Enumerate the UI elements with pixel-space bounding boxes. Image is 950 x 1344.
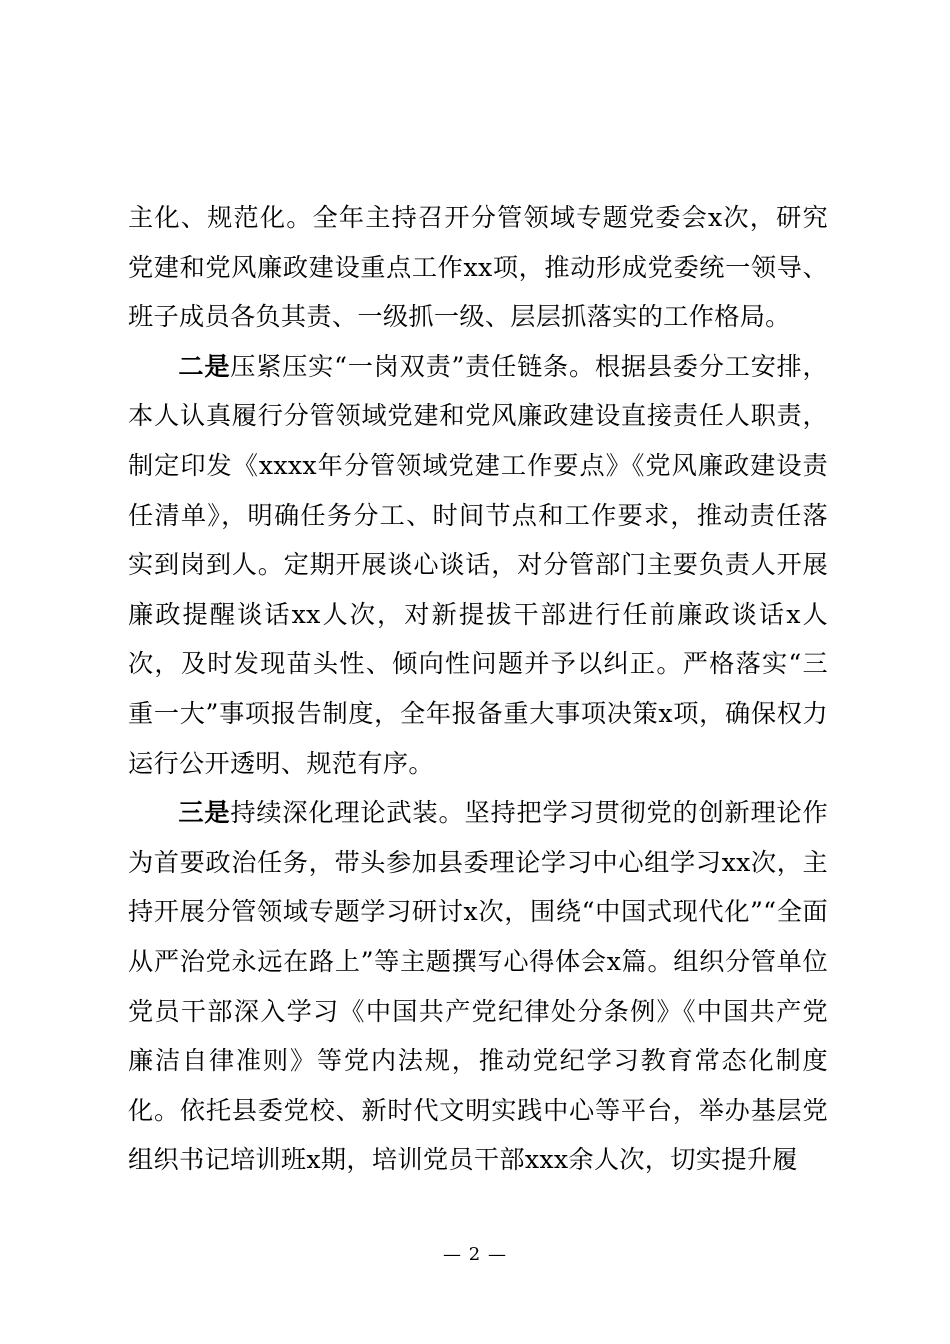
paragraph-continuation xyxy=(128,193,828,342)
paragraph-lead: 二是 xyxy=(178,350,231,381)
paragraph-text: 主化、规范化。全年主持召开分管领域专题党委会x次，研究党建和党风廉政建设重点工作xx项，推动形成党委统一领导、班子成员各负其责、一级抓一级、层层抓落实的工作格局。 xyxy=(128,203,828,332)
paragraph-text: 压紧压实“一岗双责”责任链条。根据县委分工安排，本人认真履行分管领域党建和党风廉政建设直接责任人职责，制定印发《xxxx年分管领域党建工作要点》《党风廉政建设责任清单》，明确任务分工、时间节点和工作要求，推动责任落实到岗到人。定期开展谈心谈话，对分管部门主要负责人开展廉政提醒谈话xx人次，对新提拔干部进行任前廉政谈话x人次，及时发现苗头性、倾向性问题并予以纠正。严格落实“三重一大”事项报告制度，全年报备重大事项决策x项，确保权力运行公开透明、规范有序。 xyxy=(128,351,828,778)
page-number: — 2 — xyxy=(443,1244,507,1265)
document-body xyxy=(128,193,828,1185)
paragraph-lead: 三是 xyxy=(178,797,231,828)
paragraph-second-point xyxy=(128,342,828,788)
paragraph-text: 持续深化理论武装。坚持把学习贯彻党的创新理论作为首要政治任务，带头参加县委理论学习中心组学习xx次，主持开展分管领域专题学习研讨x次，围绕“中国式现代化”“全面从严治党永远在路上”等主题撰写心得体会x篇。组织分管单位党员干部深入学习《中国共产党纪律处分条例》《中国共产党廉洁自律准则》等党内法规，推动党纪学习教育常态化制度化。依托县委党校、新时代文明实践中心等平台，举办基层党组织书记培训班x期，培训党员干部xxx余人次，切实提升履 xyxy=(128,798,828,1175)
paragraph-third-point xyxy=(128,788,828,1185)
